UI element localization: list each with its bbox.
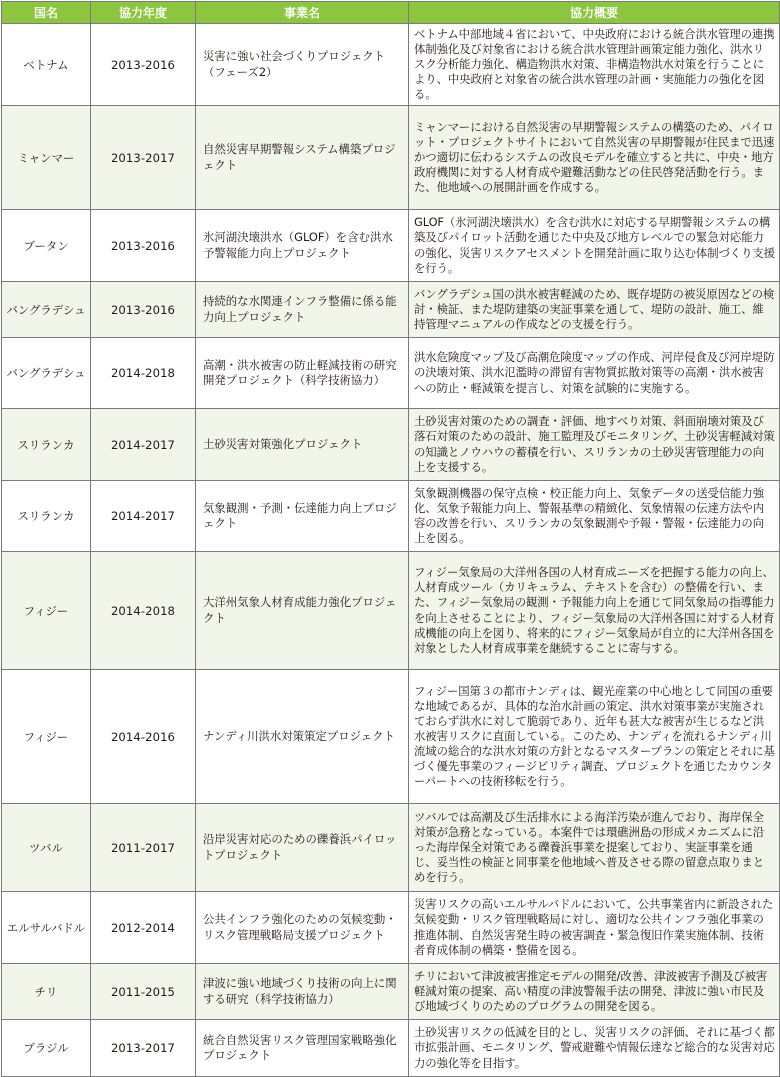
cell-summary: GLOF（氷河湖決壊洪水）を含む洪水に対応する早期警報システムの構築及びパイロット活動を通じた中央及び地方レベルでの緊急対応能力の強化、災害リスクアセスメントを開発計画に取り込む体制づくり支援を行う。: [409, 210, 780, 282]
cell-years: 2014-2018: [91, 552, 196, 670]
table-row: [2, 24, 780, 106]
table-row: [2, 892, 780, 964]
cell-summary: ベトナム中部地域４省において、中央政府における統合洪水管理の連携体制強化及び対象省における統合洪水管理計画策定能力強化、洪水リスク分析能力強化、構造物洪水対策、非構造物洪水対策を行うことにより、中央政府と対象省の統合洪水管理の計画・実施能力の強化を図る。: [409, 24, 780, 106]
table-row: [2, 282, 780, 338]
cell-country: チリ: [2, 964, 91, 1020]
header-country: 国名: [2, 2, 91, 24]
cell-country: エルサルバドル: [2, 892, 91, 964]
cell-project: 土砂災害対策強化プロジェクト: [196, 409, 409, 481]
cell-years: 2013-2016: [91, 24, 196, 106]
cell-country: バングラデシュ: [2, 282, 91, 338]
table-row: [2, 804, 780, 892]
cell-project: 自然災害早期警報システム構築プロジェクト: [196, 106, 409, 210]
table-row: [2, 338, 780, 409]
cell-country: ミャンマー: [2, 106, 91, 210]
cell-summary: 土砂災害対策のための調査・評価、地すべり対策、斜面崩壊対策及び落石対策のための設計、施工監理及びモニタリング、土砂災害軽減対策の知識とノウハウの蓄積を行い、スリランカの土砂災害管理能力の向上を支援する。: [409, 409, 780, 481]
table-row: [2, 409, 780, 481]
cell-summary: 災害リスクの高いエルサルバドルにおいて、公共事業省内に新設された気候変動・リスク管理戦略局に対し、適切な公共インフラ強化事業の推進体制、自然災害発生時の被害調査・緊急復旧作業実施体制、技術者育成体制の構築・整備を図る。: [409, 892, 780, 964]
cell-project: 氷河湖決壊洪水（GLOF）を含む洪水予警報能力向上プロジェクト: [196, 210, 409, 282]
cell-summary: 気象観測機器の保守点検・校正能力向上、気象データの送受信能力強化、気象予報能力向上、警報基準の精緻化、気象情報の伝達方法や内容の改善を行い、スリランカの気象観測や予報・警報・伝達能力の向上を図る。: [409, 481, 780, 552]
cell-years: 2011-2017: [91, 804, 196, 892]
header-years: 協力年度: [91, 2, 196, 24]
cell-project: 気象観測・予測・伝達能力向上プロジェクト: [196, 481, 409, 552]
cell-country: スリランカ: [2, 481, 91, 552]
table-row: [2, 964, 780, 1020]
table-row: [2, 210, 780, 282]
cell-project: 津波に強い地域づくり技術の向上に関する研究（科学技術協力）: [196, 964, 409, 1020]
cell-years: 2014-2017: [91, 409, 196, 481]
table-row: [2, 552, 780, 670]
header-project: 事業名: [196, 2, 409, 24]
cell-summary: 土砂災害リスクの低減を目的とし、災害リスクの評価、それに基づく都市拡張計画、モニタリング、警戒避難や情報伝達など総合的な災害対応力の強化等を目指す。: [409, 1020, 780, 1077]
cell-country: フィジー: [2, 670, 91, 804]
header-row: [2, 2, 780, 24]
cell-summary: ミャンマーにおける自然災害の早期警報システムの構築のため、パイロット・プロジェクトサイトにおいて自然災害の早期警報が住民まで迅速かつ適切に伝わるシステムの改良モデルを確立すると共に、中央・地方政府機関に対する人材育成や避難活動などの住民啓発活動を行う。また、他地域への展開計画を作成する。: [409, 106, 780, 210]
cell-summary: ツバルでは高潮及び生活排水による海洋汚染が進んでおり、海岸保全対策が急務となっている。本案件では環礁洲島の形成メカニズムに沿った海岸保全対策である礫養浜事業を提案しており、実証事業を通じ、妥当性の検証と同事業を他地域へ普及させる際の留意点取りまとめを行う。: [409, 804, 780, 892]
cell-years: 2013-2016: [91, 210, 196, 282]
table-row: [2, 481, 780, 552]
table-row: [2, 106, 780, 210]
cell-country: スリランカ: [2, 409, 91, 481]
table-row: [2, 1020, 780, 1077]
cell-project: ナンディ川洪水対策策定プロジェクト: [196, 670, 409, 804]
cell-summary: フィジー国第３の都市ナンディは、観光産業の中心地として同国の重要な地域であるが、具体的な治水計画の策定、洪水対策事業が実施されておらず洪水に対して脆弱であり、近年も甚大な被害が生じるなど洪水被害リスクに直面している。このため、ナンディを流れるナンディ川流域の総合的な洪水対策の方針となるマスタープランの策定とそれに基づく優先事業のフィージビリティ調査、プロジェクトを通じたカウンターパートへの技術移転を行う。: [409, 670, 780, 804]
cell-years: 2014-2016: [91, 670, 196, 804]
cell-years: 2011-2015: [91, 964, 196, 1020]
table-row: [2, 670, 780, 804]
header-summary: 協力概要: [409, 2, 780, 24]
cell-years: 2013-2017: [91, 1020, 196, 1077]
table-body: [2, 24, 780, 1077]
cell-project: 高潮・洪水被害の防止軽減技術の研究開発プロジェクト（科学技術協力）: [196, 338, 409, 409]
cell-project: 沿岸災害対応のための礫養浜パイロットプロジェクト: [196, 804, 409, 892]
cell-years: 2013-2017: [91, 106, 196, 210]
table-header: [2, 2, 780, 24]
cell-years: 2012-2014: [91, 892, 196, 964]
cell-project: 災害に強い社会づくりプロジェクト（フェーズ2）: [196, 24, 409, 106]
cell-country: ベトナム: [2, 24, 91, 106]
cell-summary: 洪水危険度マップ及び高潮危険度マップの作成、河岸侵食及び河岸堤防の決壊対策、洪水氾濫時の滞留有害物質拡散対策等の高潮・洪水被害への防止・軽減策を提言し、対策を試験的に実施する。: [409, 338, 780, 409]
cell-project: 大洋州気象人材育成能力強化プロジェクト: [196, 552, 409, 670]
cell-country: ブラジル: [2, 1020, 91, 1077]
cell-years: 2013-2016: [91, 282, 196, 338]
cell-summary: バングラデシュ国の洪水被害軽減のため、既存堤防の被災原因などの検討・検証、また堤防建築の実証事業を通して、堤防の設計、施工、維持管理マニュアルの作成などの支援を行う。: [409, 282, 780, 338]
cell-project: 公共インフラ強化のための気候変動・リスク管理戦略局支援プロジェクト: [196, 892, 409, 964]
cell-summary: フィジー気象局の大洋州各国の人材育成ニーズを把握する能力の向上、人材育成ツール（カリキュラム、テキストを含む）の整備を行い、また、フィジー気象局の観測・予報能力向上を通じて同気象局の指導能力を向上させることにより、フィジー気象局の大洋州各国に対する人材育成機能の向上を図り、将来的にフィジー気象局が自立的に大洋州各国を対象とした人材育成事業を継続することに寄与する。: [409, 552, 780, 670]
cell-years: 2014-2017: [91, 481, 196, 552]
cooperation-table: [1, 1, 780, 1077]
cell-country: ブータン: [2, 210, 91, 282]
cell-years: 2014-2018: [91, 338, 196, 409]
cell-project: 持続的な水関連インフラ整備に係る能力向上プロジェクト: [196, 282, 409, 338]
cell-country: フィジー: [2, 552, 91, 670]
cell-project: 統合自然災害リスク管理国家戦略強化プロジェクト: [196, 1020, 409, 1077]
cell-country: バングラデシュ: [2, 338, 91, 409]
cell-country: ツバル: [2, 804, 91, 892]
cell-summary: チリにおいて津波被害推定モデルの開発/改善、津波被害予測及び被害軽減対策の提案、高い精度の津波警報手法の開発、津波に強い市民及び地域づくりのためのプログラムの開発を図る。: [409, 964, 780, 1020]
